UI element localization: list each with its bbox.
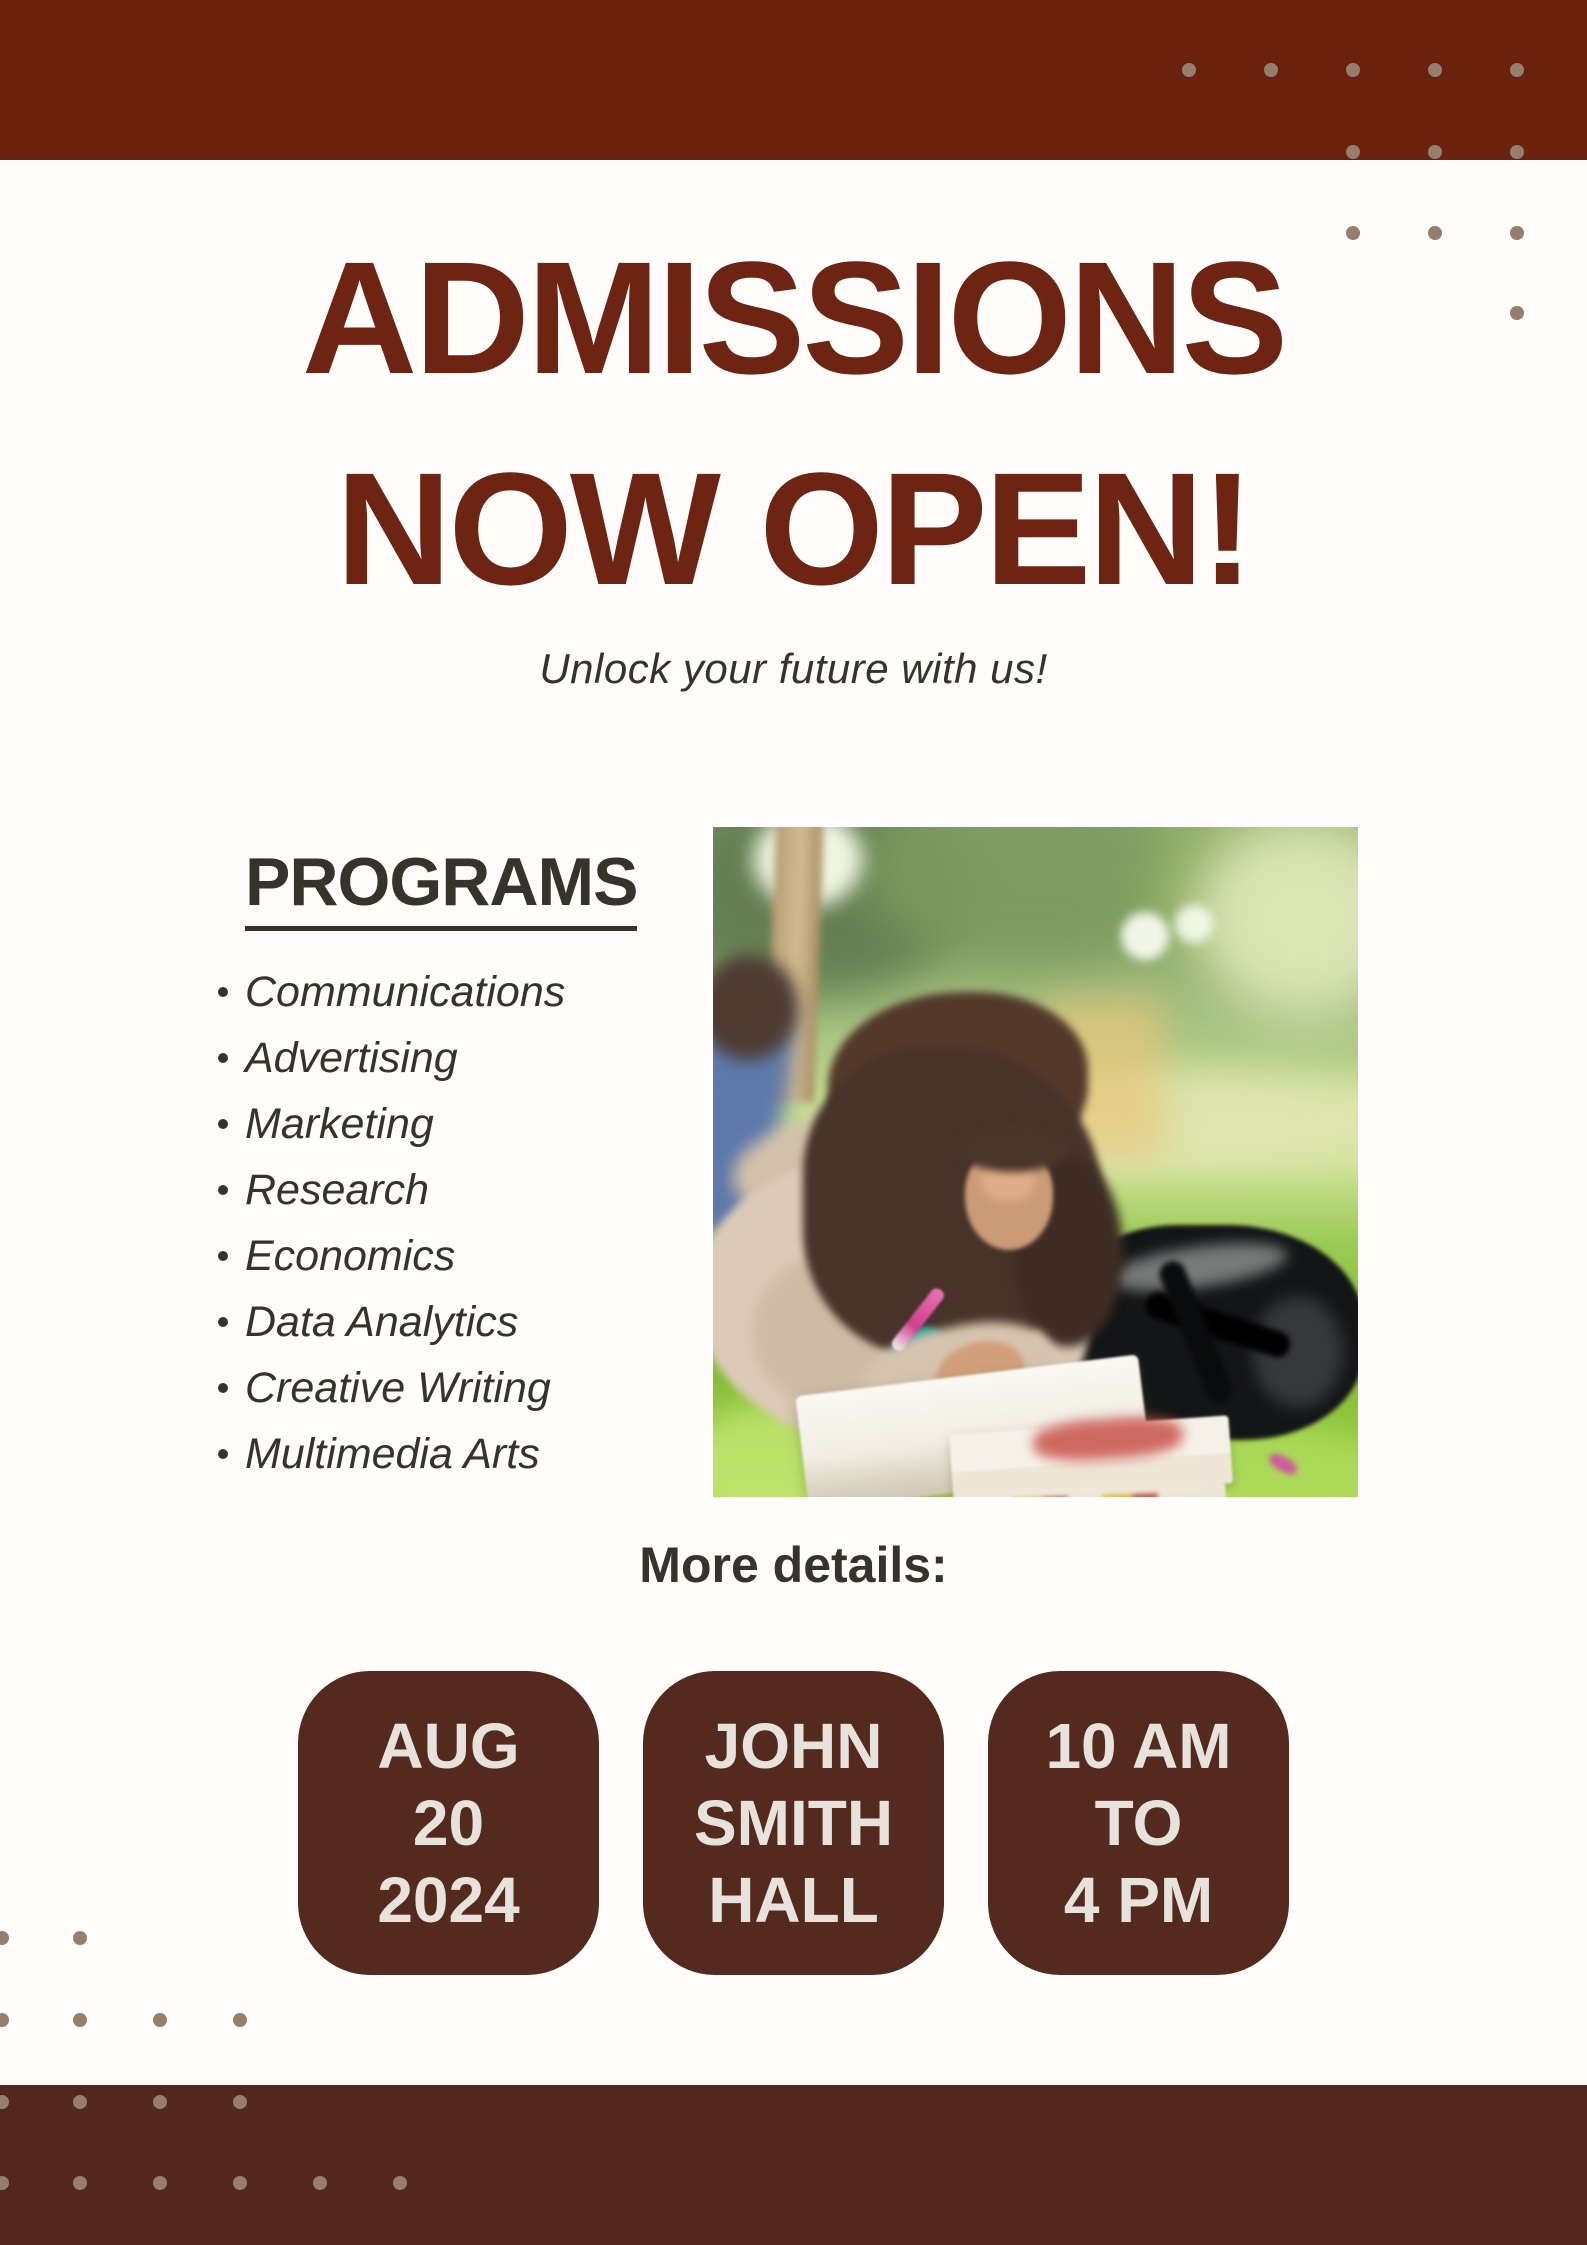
program-item: Data Analytics (245, 1289, 715, 1355)
date-card (298, 1671, 599, 1975)
date-card-line: AUG (377, 1709, 520, 1782)
title-line-2: NOW OPEN! (335, 439, 1252, 618)
time-card-line: 4 PM (1063, 1863, 1214, 1936)
decor-dot (1510, 306, 1524, 320)
decor-dot (233, 2095, 247, 2109)
decor-dot (313, 2176, 327, 2190)
time-card-line: 10 AM (1045, 1709, 1232, 1782)
decor-dot (393, 2176, 407, 2190)
decor-dot (233, 2013, 247, 2027)
decor-dot (1510, 226, 1524, 240)
venue-card-line: JOHN (704, 1709, 883, 1782)
decor-dot (1428, 63, 1442, 77)
programs-list (245, 959, 715, 1487)
venue-card (643, 1671, 944, 1975)
decor-dot (1346, 63, 1360, 77)
decor-dot (1346, 226, 1360, 240)
decor-dot (1428, 145, 1442, 159)
page-title (0, 212, 1587, 634)
decor-dot (1428, 226, 1442, 240)
program-item: Research (245, 1157, 715, 1223)
program-item: Communications (245, 959, 715, 1025)
venue-card-line: SMITH (693, 1786, 894, 1859)
venue-card-line: HALL (708, 1863, 879, 1936)
decor-dot (1510, 145, 1524, 159)
time-card (988, 1671, 1289, 1975)
decor-dot (153, 2176, 167, 2190)
more-details-label: More details: (639, 1537, 948, 1593)
decor-dot (153, 2095, 167, 2109)
student-photo (713, 827, 1358, 1497)
photo-bokeh-highlight (1121, 912, 1169, 960)
program-item: Creative Writing (245, 1355, 715, 1421)
program-item: Multimedia Arts (245, 1421, 715, 1487)
decor-dot (1264, 63, 1278, 77)
decor-dot (73, 2013, 87, 2027)
title-line-1: ADMISSIONS (301, 228, 1286, 407)
decor-dot (1510, 63, 1524, 77)
decor-dot (73, 1931, 87, 1945)
details-cards (0, 1671, 1587, 1975)
decor-dot (1346, 145, 1360, 159)
bottom-bar-decoration (0, 2085, 1587, 2245)
photo-student-hair (958, 1127, 1068, 1172)
decor-dot (1182, 63, 1196, 77)
decor-dot (73, 2176, 87, 2190)
time-card-line: TO (1094, 1786, 1183, 1859)
top-bar-decoration (0, 0, 1587, 160)
decor-dot (233, 2176, 247, 2190)
photo-bokeh-highlight (1175, 905, 1213, 943)
subtitle: Unlock your future with us! (539, 645, 1048, 692)
date-card-line: 2024 (377, 1863, 520, 1936)
programs-section (245, 845, 715, 1487)
decor-dot (73, 2095, 87, 2109)
program-item: Marketing (245, 1091, 715, 1157)
program-item: Advertising (245, 1025, 715, 1091)
programs-heading: PROGRAMS (245, 845, 637, 931)
date-card-line: 20 (412, 1786, 485, 1859)
program-item: Economics (245, 1223, 715, 1289)
decor-dot (0, 2013, 9, 2027)
decor-dot (153, 2013, 167, 2027)
